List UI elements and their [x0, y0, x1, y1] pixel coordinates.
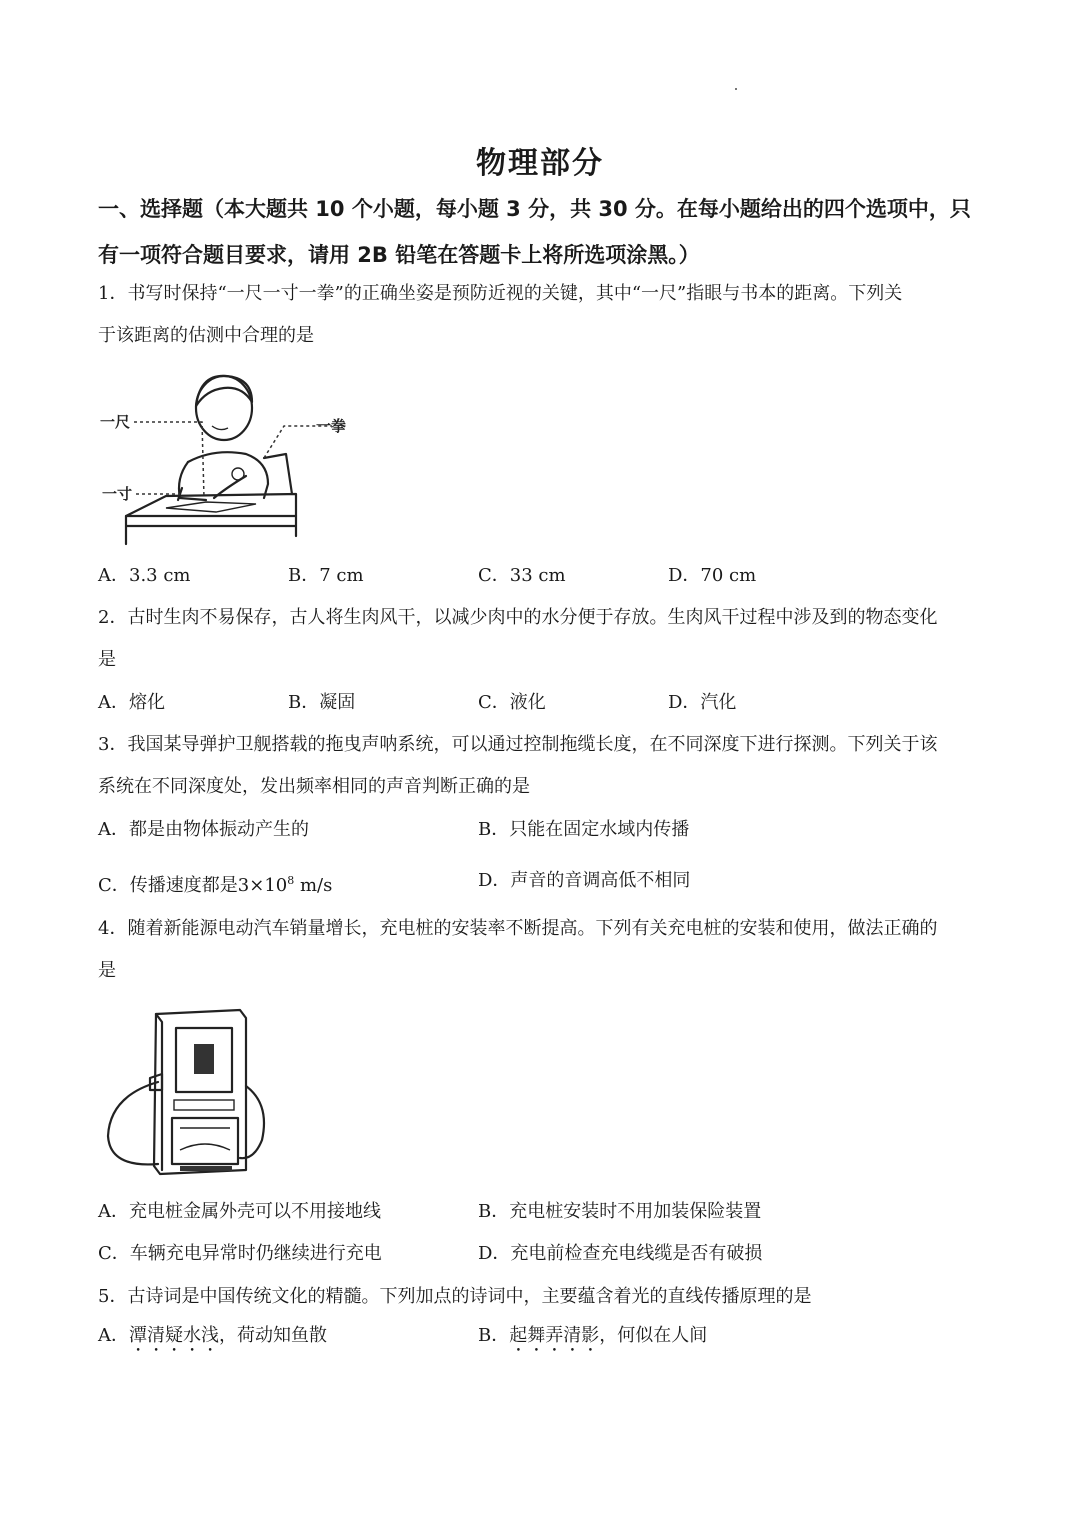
question-3-line2: 系统在不同深度处，发出频率相同的声音判断正确的是 — [98, 776, 530, 797]
head — [196, 376, 252, 440]
scan-speck — [735, 88, 737, 90]
question-2-line1: 2．古时生肉不易保存，古人将生肉风干，以减少肉中的水分便于存放。生肉风干过程中涉及到的物态变化 — [98, 607, 938, 628]
label-plate — [174, 1100, 234, 1110]
control-panel — [172, 1118, 238, 1164]
desk-body — [126, 516, 296, 544]
q1-option-b[interactable]: B．7 cm — [288, 565, 364, 586]
cable-right — [240, 1086, 264, 1158]
chair — [264, 454, 292, 494]
cable-left — [108, 1082, 158, 1164]
q1-option-a[interactable]: A．3.3 cm — [98, 565, 191, 586]
label-one-fist: 一拳 — [316, 417, 347, 435]
hair — [196, 376, 252, 406]
section-heading-line2: 有一项符合题目要求，请用 2B 铅笔在答题卡上将所选项涂黑。） — [98, 243, 700, 267]
label-one-cun: 一寸 — [102, 485, 133, 503]
q5-option-a[interactable] — [98, 1321, 327, 1356]
base-strip — [180, 1166, 232, 1171]
display-screen — [194, 1044, 214, 1074]
left-arm — [179, 462, 206, 500]
book — [166, 502, 256, 512]
q5-option-b-rest: ，何似在人间 — [599, 1325, 708, 1346]
speed-unit: m/s — [294, 875, 333, 896]
q5-option-a-rest: ，荷动知鱼散 — [219, 1325, 327, 1346]
charging-pile-figure — [100, 1000, 272, 1178]
desk-top — [126, 494, 296, 516]
q2-option-d[interactable]: D．汽化 — [668, 692, 737, 713]
question-1-line2: 于该距离的估测中合理的是 — [98, 325, 314, 346]
q3-option-c[interactable] — [98, 866, 332, 901]
q4-option-c[interactable]: C．车辆充电异常时仍继续进行充电 — [98, 1243, 382, 1264]
label-one-chi: 一尺 — [100, 413, 131, 431]
q5-option-b[interactable] — [478, 1321, 707, 1356]
panel-details — [180, 1128, 230, 1150]
mouth — [212, 426, 228, 430]
section-heading-line1: 一、选择题（本大题共 10 个小题，每小题 3 分，共 30 分。在每小题给出的四个选项中，只 — [98, 197, 971, 221]
q3-option-d[interactable]: D．声音的音调高低不相同 — [478, 870, 691, 891]
q5-option-b-prefix: B． — [478, 1325, 510, 1346]
question-5-line1: 5．古诗词是中国传统文化的精髓。下列加点的诗词中，主要蕴含着光的直线传播原理的是 — [98, 1286, 812, 1307]
q5-option-b-dotted: 起舞弄清影 — [509, 1325, 600, 1346]
q2-option-a[interactable]: A．熔化 — [98, 692, 165, 713]
q1-option-d[interactable]: D．70 cm — [668, 565, 757, 586]
torso — [188, 452, 268, 498]
q5-option-a-dotted: 潭清疑水浅 — [129, 1325, 219, 1346]
cabinet-side — [156, 1014, 162, 1170]
speed-exponent: 8 — [287, 874, 295, 887]
q3-option-a[interactable]: A．都是由物体振动产生的 — [98, 819, 309, 840]
q4-option-a[interactable]: A．充电桩金属外壳可以不用接地线 — [98, 1201, 381, 1222]
q2-option-b[interactable]: B．凝固 — [288, 692, 356, 713]
student-posture-figure — [96, 366, 356, 550]
question-2-line2: 是 — [98, 649, 116, 670]
speed-base: 3×10 — [237, 875, 288, 896]
q5-option-a-prefix: A． — [98, 1325, 129, 1346]
q2-option-c[interactable]: C．液化 — [478, 692, 546, 713]
q4-option-d[interactable]: D．充电前检查充电线缆是否有破损 — [478, 1243, 763, 1264]
q3-option-b[interactable]: B．只能在固定水域内传播 — [478, 819, 690, 840]
q3-option-c-text: C．传播速度都是 — [98, 875, 238, 896]
page-title: 物理部分 — [476, 146, 604, 181]
question-3-line1: 3．我国某导弹护卫舰搭载的拖曳声呐系统，可以通过控制拖缆长度，在不同深度下进行探测。下列关于该 — [98, 734, 938, 755]
question-4-line2: 是 — [98, 960, 116, 981]
question-1-line1: 1．书写时保持“一尺一寸一拳”的正确坐姿是预防近视的关键，其中“一尺”指眼与书本的距离。下列关 — [98, 283, 903, 304]
q1-option-c[interactable]: C．33 cm — [478, 565, 566, 586]
question-4-line1: 4．随着新能源电动汽车销量增长，充电桩的安装率不断提高。下列有关充电桩的安装和使用，做法正确的 — [98, 918, 938, 939]
q4-option-b[interactable]: B．充电桩安装时不用加装保险装置 — [478, 1201, 762, 1222]
badge — [232, 468, 244, 480]
